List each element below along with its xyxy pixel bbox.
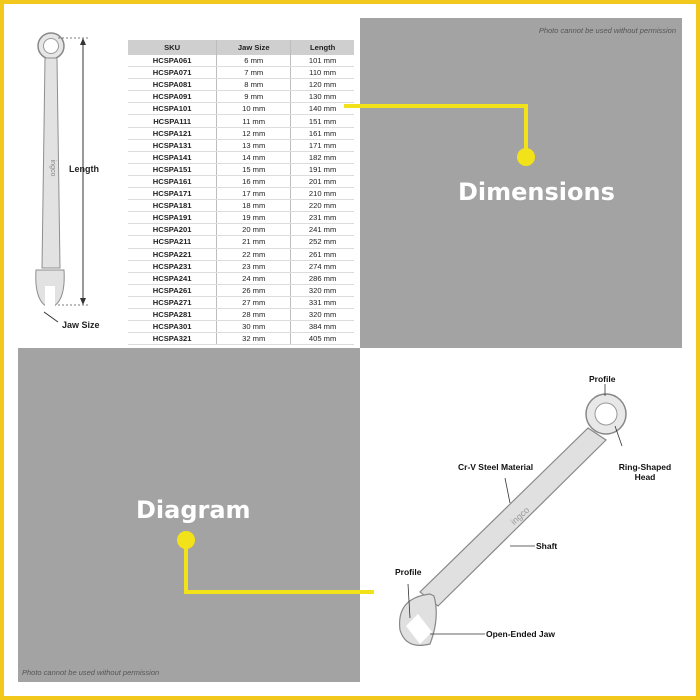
table-row xyxy=(128,151,354,163)
table-row xyxy=(128,284,354,296)
cell-sku: HCSPA191 xyxy=(128,212,217,224)
svg-text:ingco: ingco xyxy=(508,504,532,527)
cell-sku: HCSPA171 xyxy=(128,188,217,200)
cell-length: 151 mm xyxy=(291,115,354,127)
cell-length: 261 mm xyxy=(291,248,354,260)
cell-jaw-size: 7 mm xyxy=(217,67,291,79)
cell-sku: HCSPA071 xyxy=(128,67,217,79)
cell-length: 182 mm xyxy=(291,151,354,163)
cell-length: 140 mm xyxy=(291,103,354,115)
table-row xyxy=(128,163,354,175)
cell-jaw-size: 6 mm xyxy=(217,55,291,67)
cell-sku: HCSPA201 xyxy=(128,224,217,236)
cell-sku: HCSPA221 xyxy=(128,248,217,260)
cell-jaw-size: 19 mm xyxy=(217,212,291,224)
cell-length: 201 mm xyxy=(291,175,354,187)
cell-sku: HCSPA231 xyxy=(128,260,217,272)
cell-length: 210 mm xyxy=(291,188,354,200)
cell-sku: HCSPA301 xyxy=(128,321,217,333)
cell-length: 191 mm xyxy=(291,163,354,175)
cell-length: 286 mm xyxy=(291,272,354,284)
permission-note-bottom: Photo cannot be used without permission xyxy=(22,668,160,677)
diagram-title: Diagram xyxy=(136,496,251,524)
cell-sku: HCSPA111 xyxy=(128,115,217,127)
table-row xyxy=(128,127,354,139)
diagram-wrench-panel xyxy=(360,348,682,682)
cell-sku: HCSPA131 xyxy=(128,139,217,151)
length-label: Length xyxy=(69,164,99,174)
cell-length: 331 mm xyxy=(291,296,354,308)
table-row xyxy=(128,55,354,67)
cell-jaw-size: 23 mm xyxy=(217,260,291,272)
cell-jaw-size: 10 mm xyxy=(217,103,291,115)
cell-jaw-size: 22 mm xyxy=(217,248,291,260)
table-row xyxy=(128,296,354,308)
cell-sku: HCSPA101 xyxy=(128,103,217,115)
table-row xyxy=(128,212,354,224)
table-row xyxy=(128,224,354,236)
cell-sku: HCSPA141 xyxy=(128,151,217,163)
table-row xyxy=(128,79,354,91)
table-row xyxy=(128,308,354,320)
cell-sku: HCSPA261 xyxy=(128,284,217,296)
callout-open-ended-jaw: Open-Ended Jaw xyxy=(486,629,555,639)
cell-length: 220 mm xyxy=(291,200,354,212)
cell-jaw-size: 9 mm xyxy=(217,91,291,103)
header-length: Length xyxy=(291,40,354,55)
cell-length: 161 mm xyxy=(291,127,354,139)
dimensions-title: Dimensions xyxy=(458,178,615,206)
cell-length: 130 mm xyxy=(291,91,354,103)
cell-length: 384 mm xyxy=(291,321,354,333)
cell-jaw-size: 12 mm xyxy=(217,127,291,139)
cell-jaw-size: 28 mm xyxy=(217,308,291,320)
jaw-size-label: Jaw Size xyxy=(62,320,100,330)
cell-jaw-size: 21 mm xyxy=(217,236,291,248)
table-row xyxy=(128,200,354,212)
diagram-title-panel xyxy=(18,348,360,682)
table-row xyxy=(128,91,354,103)
cell-length: 274 mm xyxy=(291,260,354,272)
cell-length: 101 mm xyxy=(291,55,354,67)
table-row xyxy=(128,260,354,272)
cell-sku: HCSPA121 xyxy=(128,127,217,139)
callout-material: Cr-V Steel Material xyxy=(458,462,534,472)
cell-sku: HCSPA161 xyxy=(128,175,217,187)
cell-jaw-size: 32 mm xyxy=(217,333,291,345)
permission-note: Photo cannot be used without permission xyxy=(538,26,676,35)
cell-length: 405 mm xyxy=(291,333,354,345)
table-row xyxy=(128,188,354,200)
cell-jaw-size: 13 mm xyxy=(217,139,291,151)
cell-sku: HCSPA151 xyxy=(128,163,217,175)
table-row xyxy=(128,103,354,115)
cell-jaw-size: 15 mm xyxy=(217,163,291,175)
cell-length: 120 mm xyxy=(291,79,354,91)
svg-text:ingco: ingco xyxy=(49,159,56,177)
table-row xyxy=(128,236,354,248)
callout-profile-top: Profile xyxy=(589,374,616,384)
cell-jaw-size: 27 mm xyxy=(217,296,291,308)
callout-shaft: Shaft xyxy=(536,541,558,551)
dimensions-table-panel xyxy=(18,18,360,348)
cell-jaw-size: 16 mm xyxy=(217,175,291,187)
cell-jaw-size: 18 mm xyxy=(217,200,291,212)
table-row xyxy=(128,248,354,260)
cell-jaw-size: 20 mm xyxy=(217,224,291,236)
cell-jaw-size: 11 mm xyxy=(217,115,291,127)
cell-jaw-size: 17 mm xyxy=(217,188,291,200)
table-row xyxy=(128,333,354,345)
cell-sku: HCSPA271 xyxy=(128,296,217,308)
sku-table xyxy=(128,40,354,345)
cell-jaw-size: 26 mm xyxy=(217,284,291,296)
cell-sku: HCSPA241 xyxy=(128,272,217,284)
dimensions-title-panel xyxy=(360,18,682,348)
table-row xyxy=(128,321,354,333)
cell-sku: HCSPA321 xyxy=(128,333,217,345)
table-row xyxy=(128,139,354,151)
cell-length: 320 mm xyxy=(291,308,354,320)
table-row xyxy=(128,272,354,284)
cell-sku: HCSPA181 xyxy=(128,200,217,212)
cell-sku: HCSPA211 xyxy=(128,236,217,248)
cell-sku: HCSPA281 xyxy=(128,308,217,320)
callout-ring-shaped-head: Ring-Shaped Head xyxy=(618,462,672,482)
cell-length: 110 mm xyxy=(291,67,354,79)
cell-sku: HCSPA091 xyxy=(128,91,217,103)
cell-length: 252 mm xyxy=(291,236,354,248)
cell-length: 320 mm xyxy=(291,284,354,296)
cell-sku: HCSPA081 xyxy=(128,79,217,91)
header-sku: SKU xyxy=(128,40,217,55)
callout-profile-bottom: Profile xyxy=(395,567,422,577)
cell-jaw-size: 24 mm xyxy=(217,272,291,284)
cell-jaw-size: 30 mm xyxy=(217,321,291,333)
table-header-row xyxy=(128,40,354,55)
cell-length: 171 mm xyxy=(291,139,354,151)
cell-jaw-size: 14 mm xyxy=(217,151,291,163)
table-row xyxy=(128,175,354,187)
cell-length: 231 mm xyxy=(291,212,354,224)
cell-length: 241 mm xyxy=(291,224,354,236)
header-jaw-size: Jaw Size xyxy=(217,40,291,55)
table-row xyxy=(128,67,354,79)
table-row xyxy=(128,115,354,127)
cell-sku: HCSPA061 xyxy=(128,55,217,67)
cell-jaw-size: 8 mm xyxy=(217,79,291,91)
